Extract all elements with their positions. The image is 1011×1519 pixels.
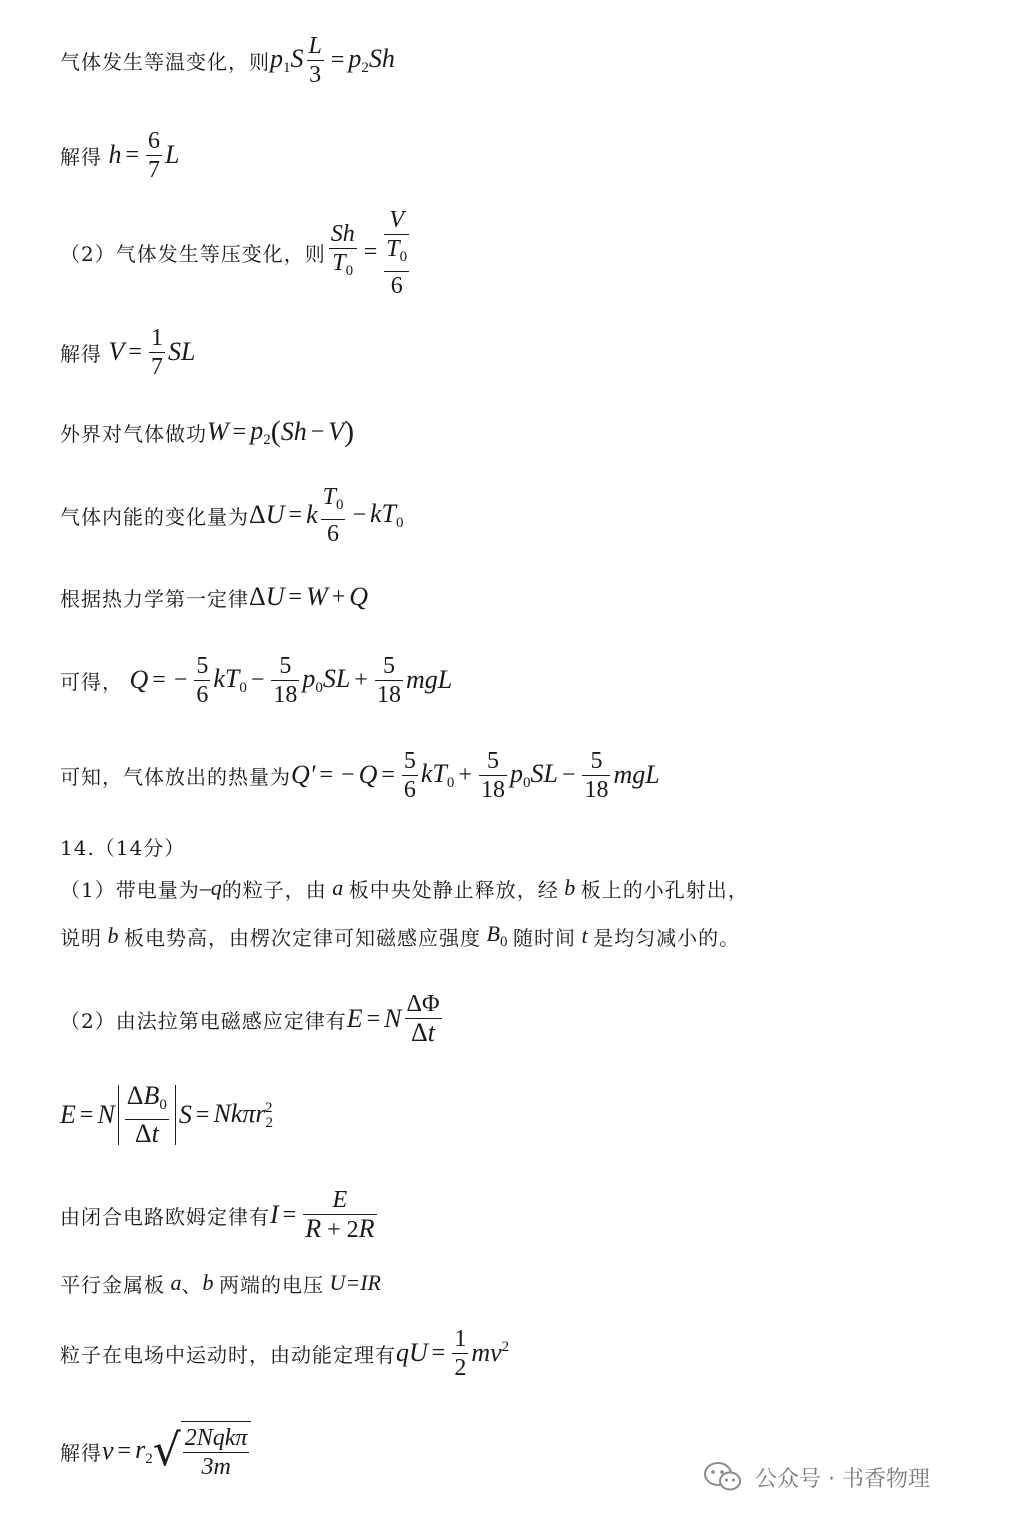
text-work: 外界对气体做功	[60, 421, 207, 446]
text-solve-v2: 解得	[60, 1440, 102, 1465]
watermark-text: 公众号 · 书香物理	[755, 1466, 930, 1492]
text-internal-energy: 气体内能的变化量为	[60, 504, 249, 529]
eq-voltage: 平行金属板 a 、 b 两端的电压 U=IR	[60, 1270, 381, 1297]
wechat-icon	[703, 1461, 743, 1493]
question-14-heading	[60, 831, 185, 861]
text-isothermal: 气体发生等温变化，则	[60, 49, 270, 74]
text-heat-released: 可知，气体放出的热量为	[60, 764, 291, 789]
eq-work: 外界对气体做功 W = $p_2$ ( Sh − V )	[60, 415, 355, 448]
text-obtain: 可得，	[60, 669, 123, 694]
eq-ohm: 由闭合电路欧姆定律有 I = $\frac{E}{R + 2R}$	[60, 1187, 375, 1243]
eq-v-final: 解得 v = $r_2$ √ $\frac{\text{2Nqkπ}}{3m}$	[60, 1418, 251, 1484]
eq-emf-detail: E = N $\frac{\Delta B_0}{\Delta t}$ S = Nkπr$_2^2$	[60, 1080, 273, 1148]
eq-v-result: 解得 V = $\frac{1}{7}$ SL	[60, 324, 196, 380]
eq-q: 可得， Q = − $\frac{5}{6}$ $kT_0$ − $\frac{5}{18}$ $p_0SL$ + $\frac{5}{18}$ mgL	[60, 652, 453, 708]
watermark	[703, 1457, 993, 1497]
text-solve-h: 解得	[60, 144, 102, 169]
text-first-law: 根据热力学第一定律	[60, 586, 249, 611]
eq-faraday: （2）由法拉第电磁感应定律有 E = N $\frac{\Delta\Phi}{\Delta t}$	[60, 991, 440, 1047]
eq-isothermal: 气体发生等温变化，则 $p_1S$ $\frac{L}{3}$ = $p_2Sh$	[60, 32, 395, 88]
text-kinetic: 粒子在电场中运动时，由动能定理有	[60, 1342, 396, 1367]
text-faraday: （2）由法拉第电磁感应定律有	[60, 1008, 347, 1033]
text-isobaric: （2）气体发生等压变化，则	[60, 242, 326, 266]
eq-kinetic: 粒子在电场中运动时，由动能定理有 qU = $\frac{1}{2}$ $mv^2$	[60, 1325, 510, 1381]
text-solve-v: 解得	[60, 341, 102, 366]
eq-internal-energy: 气体内能的变化量为 Δ U = k $\frac{T_0}{6}$ − $kT_0$	[60, 483, 404, 547]
text-q14: 14.（14分）	[60, 835, 186, 860]
eq-heat-released: 可知，气体放出的热量为 Q′ = − Q = $\frac{5}{6}$ $kT_0$ + $\frac{5}{18}$ $p_0SL$ − $\frac{5}{18}$ mgL	[60, 747, 660, 803]
eq-first-law: 根据热力学第一定律 Δ U = W + Q	[60, 582, 369, 611]
paragraph-part1-cont: 说明 b 板电势高，由楞次定律可知磁感应强度 $B_0$ 随时间 t 是均匀减小的。	[60, 921, 741, 950]
text-ohm: 由闭合电路欧姆定律有	[60, 1204, 270, 1229]
paragraph-part1: （1）带电量为 –q 的粒子，由 a 板中央处静止释放，经 b 板上的小孔射出，	[60, 875, 749, 902]
eq-isobaric: （2）气体发生等压变化，则 $\frac{Sh}{T_0}$ = $\frac{V}{\frac{T_0}{6}}$	[60, 206, 408, 299]
eq-h-result: 解得 h = $\frac{6}{7}$ L	[60, 127, 180, 183]
